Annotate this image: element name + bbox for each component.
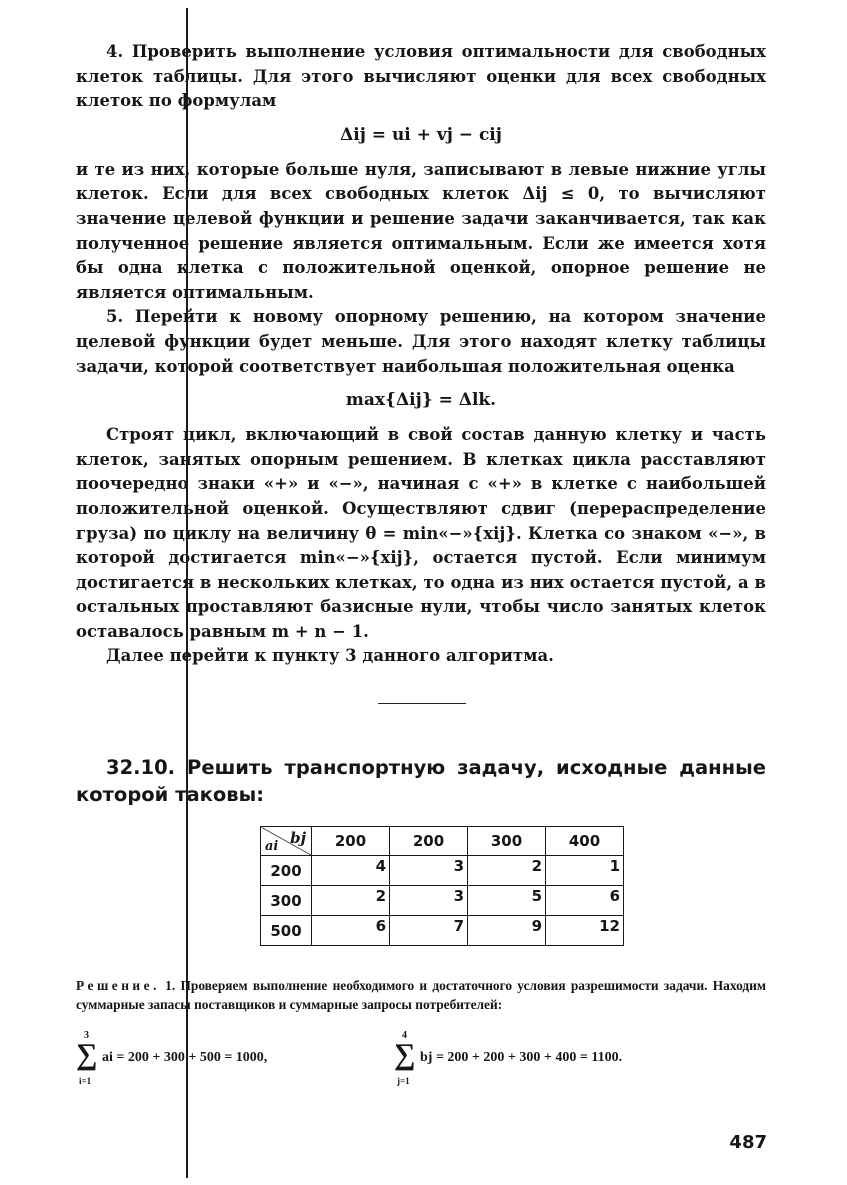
step5-text2: Строят цикл, включающий в свой состав данную клетку и часть клеток, занятых опорным решением. В клетках цикла расставляют поочередно знаки «+» и «−», начиная с «+» в клетке с наибольшей положительной оценкой. Осуществляют сдвиг (перераспределение груза) по циклу на величину θ = min«−»{xij}. Клетка со знаком «−», в которой достигается min«−»{xij}, остается пустой. Если минимум достигается в нескольких клетках, то одна из них остается пустой, а в остальных проставляют базисные нули, чтобы число занятых клеток оставалось равным m + n − 1. [76, 425, 766, 641]
demand-cell: 300 [468, 827, 546, 856]
task-number: 32.10. [106, 756, 176, 780]
sigma-icon: ∑ [394, 1038, 416, 1072]
step4-lead: 4. [106, 42, 124, 61]
transport-table [260, 826, 624, 946]
table-header-row [261, 827, 624, 856]
task-text: Решить транспортную задачу, исходные данные которой таковы: [76, 756, 766, 807]
solution-label: Решение. [76, 978, 160, 994]
step4-text1: Проверить выполнение условия оптимальности для свободных клеток таблицы. Для этого вычисляют оценки для всех свободных клеток по формулам [76, 42, 766, 111]
step5-text1: Перейти к новому опорному решению, на котором значение целевой функции будет меньше. Для этого находят клетку таблицы задачи, которой соответствует наибольшая положительная оценка [76, 307, 766, 376]
corner-demand-label: bj [290, 829, 306, 848]
step5-formula: max{Δij} = Δlk. [345, 390, 497, 411]
solution-text: 1. Проверяем выполнение необходимого и достаточного условия разрешимости задачи. Находим суммарные запасы поставщиков и суммарные запросы потребителей: [76, 978, 766, 1013]
sum-a-expression: ai = 200 + 300 + 500 = 1000, [102, 1050, 268, 1066]
step4-formula: Δij = ui + vj − cij [340, 124, 502, 145]
corner-supply-label: ai [265, 839, 279, 855]
demand-cell: 200 [312, 827, 390, 856]
supply-cell: 200 [261, 856, 312, 886]
cost-cell: 1 [546, 856, 624, 886]
sum-b-lower: j=1 [397, 1076, 410, 1087]
cost-cell: 9 [468, 916, 546, 946]
solution-paragraph [76, 976, 766, 1014]
sum-b-expression: bj = 200 + 200 + 300 + 400 = 1100. [420, 1050, 623, 1066]
step4-paragraph [76, 40, 766, 114]
page-number: 487 [729, 1132, 767, 1153]
table-row [261, 856, 624, 886]
table-row [261, 886, 624, 916]
step4-text2: и те из них, которые больше нуля, записывают в левые нижние углы клеток. Если для всех свободных клеток Δij ≤ 0, то вычисляют значение целевой функции и решение задачи заканчивается, так как полученное решение является оптимальным. Если же имеется хотя бы одна клетка с положительной оценкой, опорное решение не является оптимальным. [76, 159, 766, 302]
sum-b-upper: 4 [402, 1030, 407, 1042]
sums-formula-row [76, 1030, 766, 1090]
page-body [76, 40, 766, 1090]
sum-a-upper: 3 [84, 1030, 89, 1042]
sigma-icon: ∑ [76, 1038, 98, 1072]
step5-text3: Далее перейти к пункту 3 данного алгоритма. [106, 646, 554, 666]
cost-cell: 2 [312, 886, 390, 916]
cost-cell: 2 [468, 856, 546, 886]
supply-cell: 300 [261, 886, 312, 916]
cost-cell: 5 [468, 886, 546, 916]
step5-paragraph [76, 305, 766, 379]
cost-cell: 12 [546, 916, 624, 946]
cost-cell: 4 [312, 856, 390, 886]
cost-cell: 3 [390, 856, 468, 886]
cost-cell: 6 [546, 886, 624, 916]
cost-cell: 7 [390, 916, 468, 946]
task-heading [76, 754, 766, 808]
step5-lead: 5. [106, 307, 124, 327]
section-divider [378, 703, 466, 704]
supply-cell: 500 [261, 916, 312, 946]
sum-a-lower: i=1 [79, 1076, 92, 1087]
cost-cell: 3 [390, 886, 468, 916]
table-corner-cell [261, 827, 312, 856]
demand-cell: 200 [390, 827, 468, 856]
cost-cell: 6 [312, 916, 390, 946]
demand-cell: 400 [546, 827, 624, 856]
table-row [261, 916, 624, 946]
